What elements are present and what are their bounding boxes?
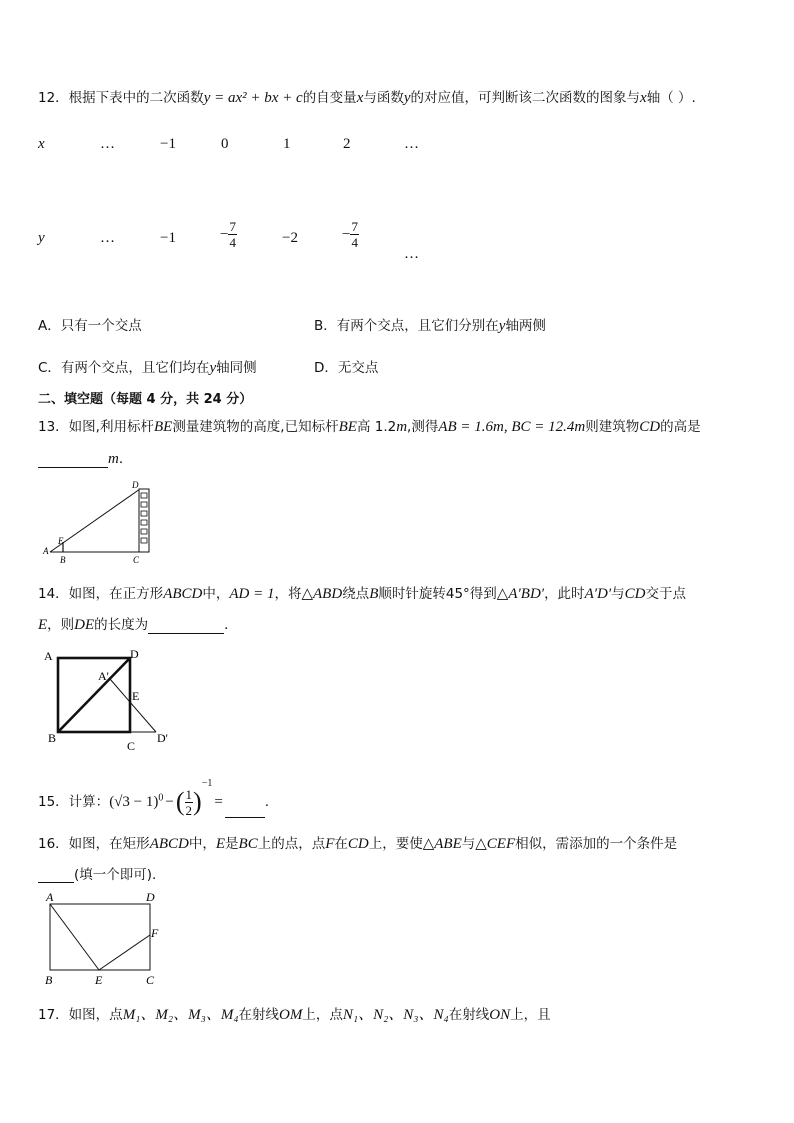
option-a[interactable]: [38, 314, 142, 334]
label-f: F: [151, 926, 159, 940]
q13-stem: [38, 415, 701, 436]
fraction-numerator: 7: [229, 219, 236, 234]
q14-de: DE: [74, 617, 95, 633]
q13-answer-line: [38, 447, 132, 468]
q14-text: 的长度为: [94, 617, 149, 633]
table-x-cell: 0: [221, 136, 229, 152]
q14-tri2: △A′BD′: [496, 586, 545, 602]
q12-var-x: x: [640, 90, 647, 106]
table-x-label: x: [38, 136, 45, 152]
paren-close: ): [193, 787, 202, 816]
paren-open: (: [175, 787, 185, 816]
q13-text: 高 1.2: [356, 419, 397, 435]
q13-cd: CD: [639, 419, 661, 435]
q16-text: 相似，需添加的一个条件是: [515, 836, 678, 852]
q13-text: 则建筑物: [585, 419, 640, 435]
option-c-text: C．有两个交点，且它们均在: [38, 360, 210, 376]
q16-tri1: △ABE: [422, 836, 462, 852]
q14-text: 中，: [202, 586, 230, 602]
q15-expression: (√3 − 1): [109, 794, 159, 810]
neg-sign: −: [342, 226, 351, 243]
q14-e: E: [38, 617, 48, 633]
q14-text: 14．如图，在正方形: [38, 586, 164, 602]
q14-text: ，将: [274, 586, 302, 602]
fraction: [350, 219, 359, 250]
table-x-cell: …: [100, 136, 115, 152]
q12-stem-text: 12．根据下表中的二次函数: [38, 90, 204, 106]
label-e: E: [58, 536, 64, 546]
q16-text: 中，: [188, 836, 216, 852]
fraction-denominator: 2: [185, 802, 193, 818]
option-b[interactable]: [314, 314, 546, 335]
q14-abcd: ABCD: [163, 586, 203, 602]
segment-a2-d2: [110, 679, 156, 732]
option-c-var: y: [209, 360, 217, 376]
fraction-numerator: 1: [185, 786, 193, 802]
q16-line2: [38, 863, 156, 883]
label-b: B: [48, 731, 57, 745]
label-a: A: [46, 890, 54, 904]
q16-text: (填一个即可).: [74, 867, 157, 883]
table-x-cell: …: [404, 136, 419, 152]
q14-text: 与: [611, 586, 625, 602]
label-a: A: [44, 649, 53, 663]
label-a: A: [43, 546, 49, 556]
q17-on: ON: [489, 1007, 511, 1023]
answer-blank[interactable]: [225, 803, 265, 818]
label-b: B: [45, 973, 53, 987]
table-y-cell: [342, 219, 359, 250]
section-title: 二、填空题（每题 4 分，共 24 分）: [38, 392, 253, 407]
option-c[interactable]: [38, 356, 257, 377]
q17-text: 在射线: [448, 1007, 490, 1023]
q17-text: 上，点: [302, 1007, 343, 1023]
q16-cd: CD: [347, 836, 369, 852]
q15-exponent: −1: [201, 778, 213, 789]
q14-text: 顺时针旋转45°得到: [378, 586, 497, 602]
q16-abcd: ABCD: [149, 836, 189, 852]
q14-tail: ．: [224, 617, 238, 633]
option-d-text: D．无交点: [314, 360, 379, 376]
q14-ad2: A′D′: [584, 586, 612, 602]
q16-text: 在: [334, 836, 348, 852]
q14-cd: CD: [624, 586, 646, 602]
label-d-prime: D': [157, 731, 168, 745]
option-b-var: y: [498, 318, 506, 334]
q15-equals: =: [214, 794, 223, 810]
q14-b: B: [369, 586, 379, 602]
q16-stem: [38, 832, 677, 853]
table-y-cell: …: [100, 230, 115, 246]
q16-text: 是: [225, 836, 239, 852]
label-c: C: [133, 555, 140, 565]
option-b-text: 轴两侧: [505, 318, 546, 334]
q17-n-points: N₁、N₂、N₃、N₄: [342, 1007, 449, 1023]
fraction: [185, 787, 194, 818]
q16-text: 16．如图，在矩形: [38, 836, 150, 852]
option-b-text: B．有两个交点，且它们分别在: [314, 318, 499, 334]
answer-blank[interactable]: [38, 868, 74, 883]
q16-text: 上的点，点: [257, 836, 326, 852]
q14-text: ，则: [47, 617, 75, 633]
label-e: E: [95, 973, 103, 987]
q16-tri2: △CEF: [475, 836, 516, 852]
q15-tail: .: [264, 794, 270, 810]
label-a-prime: A': [98, 669, 109, 683]
q16-f: F: [325, 836, 335, 852]
table-x-cell: 1: [283, 136, 291, 152]
q15-text: 15．计算：: [38, 794, 110, 810]
rectangle-abcd: [50, 904, 150, 970]
q12-stem-text: 的自变量: [302, 90, 357, 106]
label-e: E: [132, 689, 140, 703]
fraction-denominator: 4: [229, 235, 236, 250]
q12-stem-text: 与函数: [363, 90, 404, 106]
q15-minus: −: [165, 794, 174, 810]
table-x-cell: −1: [160, 136, 176, 152]
option-a-text: A．只有一个交点: [38, 318, 142, 334]
q12-var-y: y: [403, 90, 411, 106]
q13-tail: ．: [118, 451, 133, 467]
label-c: C: [146, 973, 155, 987]
fraction-numerator: 7: [351, 219, 358, 234]
table-y-cell: [220, 219, 237, 250]
q13-text: ,测得: [407, 419, 439, 435]
q16-text: 上，要使: [368, 836, 423, 852]
label-b: B: [60, 555, 66, 565]
q13-figure: [38, 478, 158, 570]
q17-text: 17．如图，点: [38, 1007, 123, 1023]
q17-om: OM: [279, 1007, 303, 1023]
answer-blank[interactable]: [148, 619, 224, 634]
q15-exponent: 0: [158, 792, 164, 804]
fraction: [228, 219, 237, 250]
q14-figure: [40, 646, 180, 756]
q13-be: BE: [153, 419, 173, 435]
table-y-label: y: [38, 230, 45, 246]
q16-bc: BC: [238, 836, 258, 852]
q15-stem: [38, 778, 269, 818]
q12-stem-text: 轴（ ）.: [646, 90, 696, 106]
q13-unit: m: [396, 419, 408, 435]
q12-stem: [38, 86, 696, 107]
q14-tri1: △ABD: [301, 586, 343, 602]
q14-text: 交于点: [645, 586, 686, 602]
q13-unit: m: [108, 451, 119, 467]
q12-var-x: x: [356, 90, 364, 106]
diagonal-bd: [58, 658, 130, 732]
q13-text: 13．如图,利用标杆: [38, 419, 154, 435]
q17-text: 上，且: [510, 1007, 551, 1023]
q13-text: 的高是: [660, 419, 701, 435]
q17-m-points: M₁、M₂、M₃、M₄: [122, 1007, 239, 1023]
table-y-cell: −1: [160, 230, 176, 246]
option-c-text: 轴同侧: [216, 360, 257, 376]
q17-text: 在射线: [238, 1007, 280, 1023]
q16-figure: [40, 890, 170, 990]
answer-blank[interactable]: [38, 453, 108, 468]
q14-stem: [38, 582, 686, 603]
segment-ae: [50, 904, 99, 970]
q16-e: E: [215, 836, 226, 852]
table-y-cell: …: [404, 246, 419, 262]
q12-function: y = ax² + bx + c: [203, 90, 303, 106]
option-d[interactable]: [314, 356, 378, 376]
q12-stem-text: 的对应值，可判断该二次函数的图象与: [410, 90, 641, 106]
label-c: C: [127, 739, 136, 753]
label-d: D: [146, 890, 155, 904]
q14-line2: [38, 613, 238, 634]
label-d: D: [130, 647, 139, 661]
q13-be: BE: [338, 419, 357, 435]
fraction-denominator: 4: [351, 235, 358, 250]
q14-text: ，此时: [544, 586, 585, 602]
building: [139, 489, 149, 552]
segment-ef: [99, 935, 150, 970]
q16-text: 与: [461, 836, 476, 852]
table-y-cell: −2: [282, 230, 298, 246]
q14-ad: AD = 1: [229, 586, 275, 602]
table-x-cell: 2: [343, 136, 351, 152]
q17-stem: [38, 1003, 551, 1024]
q14-text: 绕点: [342, 586, 370, 602]
neg-sign: −: [220, 226, 229, 243]
q13-measurements: AB = 1.6m, BC = 12.4m: [438, 419, 586, 435]
q13-text: 测量建筑物的高度,已知标杆: [172, 419, 339, 435]
label-d: D: [132, 480, 139, 490]
